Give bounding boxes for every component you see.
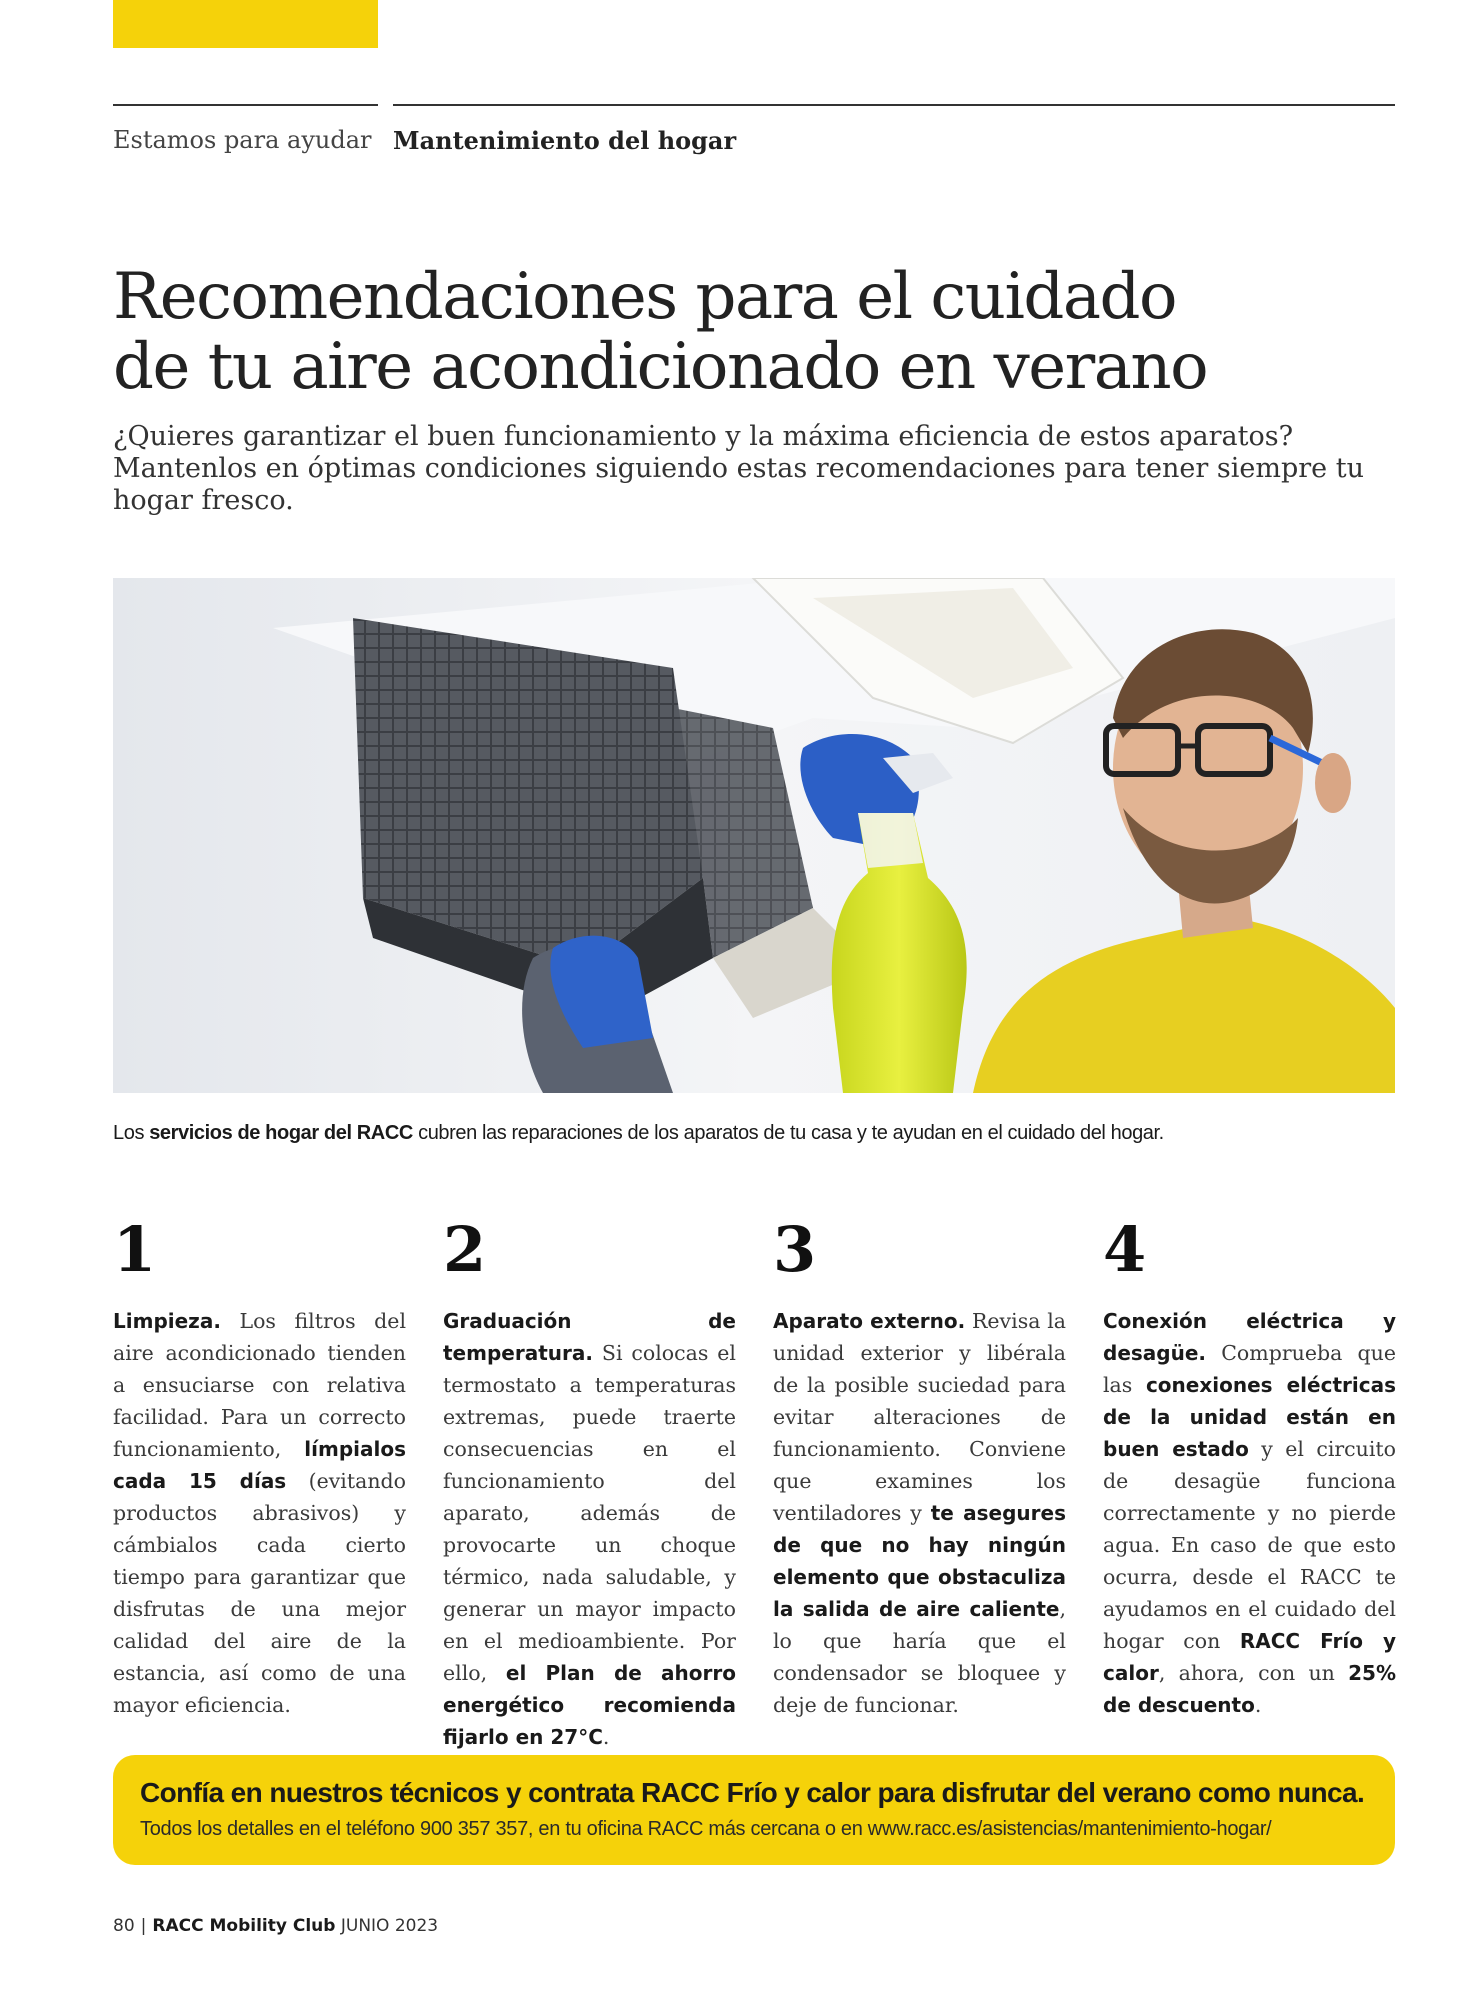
section-label: Estamos para ayudar bbox=[113, 126, 372, 154]
header-rule-left bbox=[113, 104, 378, 106]
tip-column-3 bbox=[773, 1215, 1066, 1721]
photo-caption bbox=[113, 1122, 1164, 1145]
tip-bold-2: RACC Frío y calor bbox=[1103, 1629, 1396, 1685]
tip-lead: Aparato externo. bbox=[773, 1309, 966, 1333]
page-subtitle: ¿Quieres garantizar el buen funcionamiento y la máxima eficiencia de estos aparatos? Mantenlos en óptimas condiciones siguiendo estas recomendaciones para tener siempre tu hogar fresco. bbox=[113, 421, 1364, 516]
tip-column-2 bbox=[443, 1215, 736, 1753]
cta-title: Confía en nuestros técnicos y contrata RACC Frío y calor para disfrutar del verano como nunca. bbox=[140, 1777, 1365, 1808]
tip-text-1: Si colocas el termostato a temperaturas extremas, puede traerte consecuencias en el funcionamiento del aparato, además de provocarte un choque térmico, nada saludable, y generar un mayor impacto en el medioambiente. Por ello, bbox=[443, 1341, 736, 1685]
title-line-1: Recomendaciones para el cuidado bbox=[113, 260, 1177, 334]
footer-separator: | bbox=[140, 1916, 147, 1936]
caption-post: cubren las reparaciones de los aparatos de tu casa y te ayudan en el cuidado del hogar. bbox=[412, 1122, 1164, 1144]
tip-number: 4 bbox=[1103, 1213, 1147, 1286]
tip-bold-1: te asegures de que no hay ningún elemento que obstaculiza la salida de aire caliente bbox=[773, 1501, 1066, 1621]
tip-text-4: . bbox=[1254, 1693, 1262, 1717]
tip-text-1: Revisa la unidad exterior y libérala de la posible suciedad para evitar alteraciones de funcionamiento. Conviene que examines los ventiladores y bbox=[773, 1309, 1066, 1525]
topic-label: Mantenimiento del hogar bbox=[393, 126, 737, 155]
footer-date: JUNIO 2023 bbox=[340, 1916, 439, 1936]
tip-text-2: . bbox=[602, 1725, 610, 1749]
tip-text-2: (evitando productos abrasivos) y cámbialos cada cierto tiempo para garantizar que disfrutas de una mejor calidad del aire de la estancia, así como de una mayor eficiencia. bbox=[113, 1469, 406, 1717]
tip-lead: Graduación de temperatura. bbox=[443, 1309, 736, 1365]
tip-text bbox=[1103, 1305, 1396, 1721]
tip-text-1: Comprueba que las bbox=[1103, 1341, 1396, 1397]
tip-text-2: , lo que haría que el condensador se bloquee y deje de funcionar. bbox=[773, 1597, 1066, 1717]
header-rule-right bbox=[393, 104, 1395, 106]
tip-number: 3 bbox=[773, 1213, 817, 1286]
cta-contact-details: Todos los detalles en el teléfono 900 357 357, en tu oficina RACC más cercana o en www.racc.es/asistencias/mantenimiento-hogar/ bbox=[140, 1818, 1272, 1840]
page-number: 80 bbox=[113, 1916, 135, 1936]
tip-column-1 bbox=[113, 1215, 406, 1721]
yellow-accent-tab bbox=[113, 0, 378, 48]
tip-text bbox=[113, 1305, 406, 1721]
tip-text bbox=[773, 1305, 1066, 1721]
photo-illustration bbox=[113, 578, 1395, 1093]
footer-brand: RACC Mobility Club bbox=[152, 1916, 336, 1936]
tip-column-4 bbox=[1103, 1215, 1396, 1721]
tip-number: 2 bbox=[443, 1213, 487, 1286]
caption-pre: Los bbox=[113, 1122, 150, 1144]
technician-cleaning-ac-photo bbox=[113, 578, 1395, 1093]
caption-bold: servicios de hogar del RACC bbox=[149, 1122, 413, 1144]
tip-lead: Conexión eléctrica y desagüe. bbox=[1103, 1309, 1396, 1365]
page-footer bbox=[113, 1916, 438, 1936]
title-line-2: de tu aire acondicionado en verano bbox=[113, 330, 1208, 404]
tip-bold-1: conexiones eléctricas de la unidad están en buen estado bbox=[1103, 1373, 1396, 1461]
tip-text-3: , ahora, con un bbox=[1158, 1661, 1349, 1685]
tip-bold-1: límpialos cada 15 días bbox=[113, 1437, 406, 1493]
tip-text-2: y el circuito de desagüe funciona correctamente y no pierde agua. En caso de que esto ocurra, desde el RACC te ayudamos en el cuidado del hogar con bbox=[1103, 1437, 1396, 1653]
tip-text-1: Los filtros del aire acondicionado tienden a ensuciarse con relativa facilidad. Para un correcto funcionamiento, bbox=[113, 1309, 406, 1461]
tip-bold-1: el Plan de ahorro energético recomienda fijarlo en 27°C bbox=[443, 1661, 736, 1749]
tip-bold-3: 25% de descuento bbox=[1103, 1661, 1396, 1717]
page-title bbox=[113, 262, 1393, 402]
cta-banner bbox=[113, 1755, 1395, 1865]
tip-lead: Limpieza. bbox=[113, 1309, 221, 1333]
tip-number: 1 bbox=[113, 1213, 157, 1286]
tip-text bbox=[443, 1305, 736, 1753]
